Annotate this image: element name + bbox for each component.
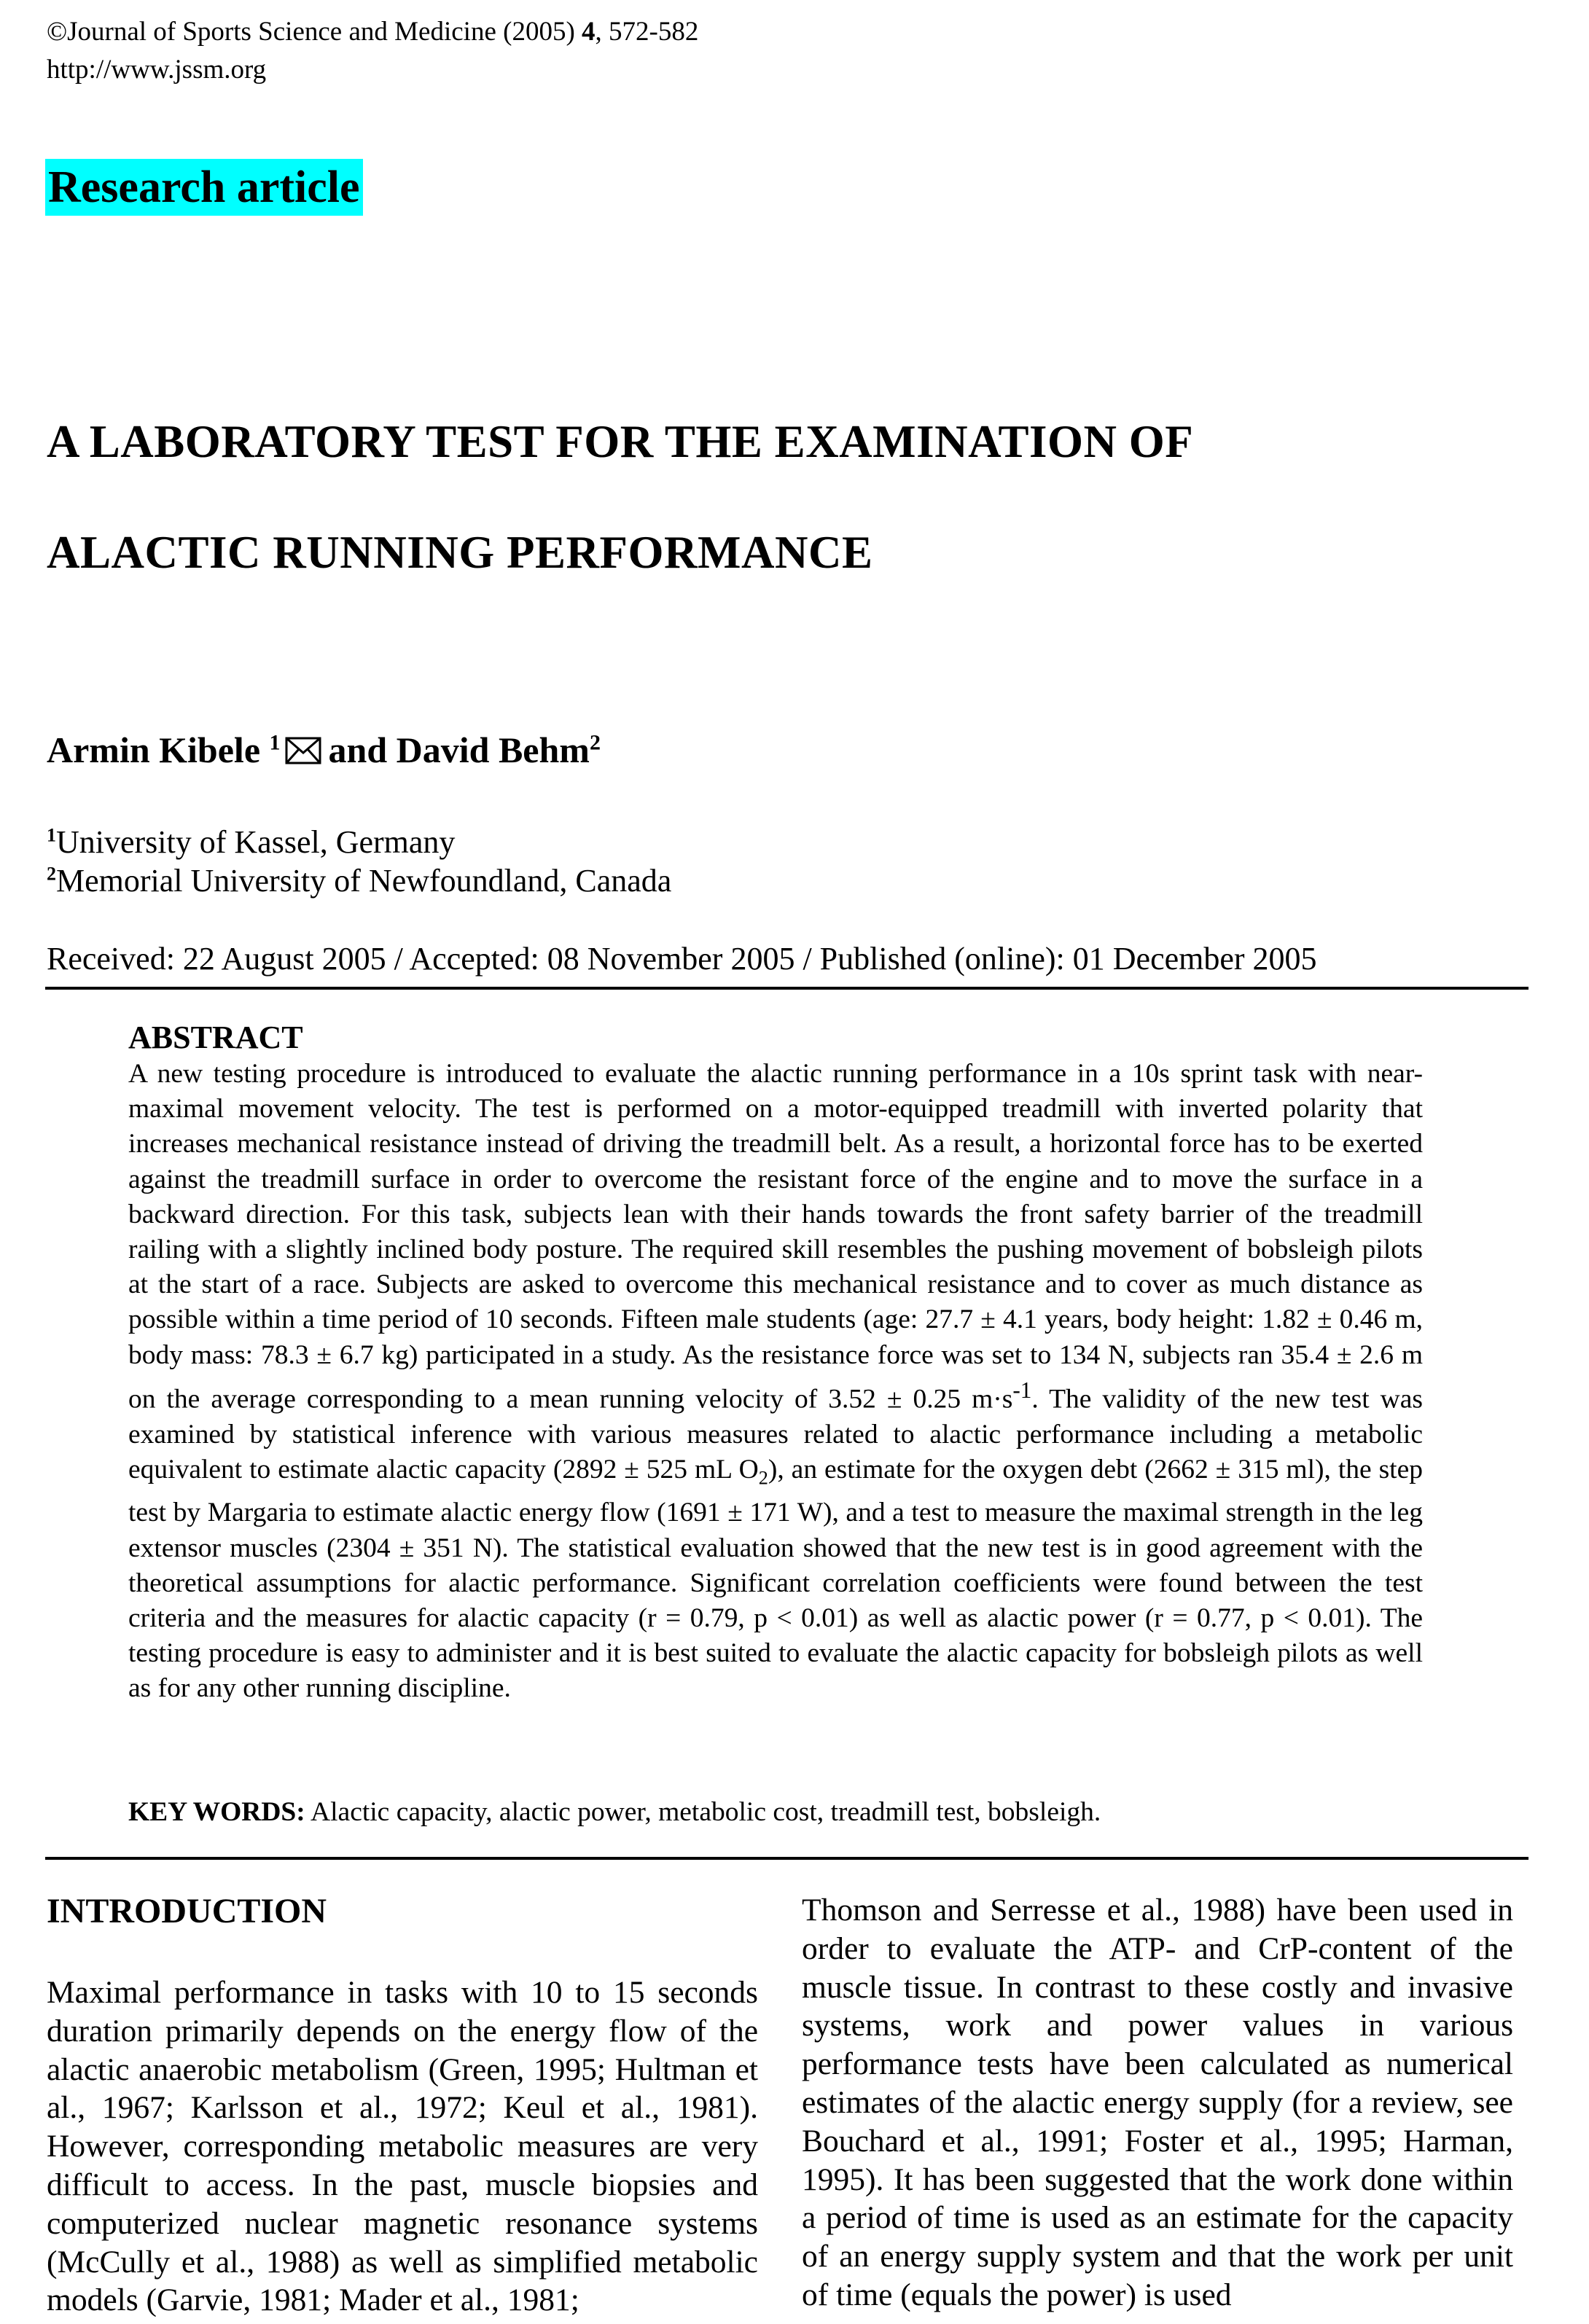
author-list (47, 729, 601, 773)
email-icon[interactable] (285, 731, 321, 773)
keywords-label: KEY WORDS: (128, 1797, 305, 1827)
author-1-affiliation-mark: 1 (269, 730, 281, 755)
article-type-badge: Research article (45, 159, 363, 216)
divider-bottom (45, 1857, 1529, 1860)
publication-dates: Received: 22 August 2005 / Accepted: 08 November 2005 / Published (online): 01 December 2005 (47, 941, 1317, 977)
affiliation-2-mark: 2 (47, 863, 56, 885)
affiliation-1 (47, 823, 455, 861)
journal-name: ©Journal of Sports Science and Medicine (2005) (47, 17, 582, 47)
keywords-text: Alactic capacity, alactic power, metabolic cost, treadmill test, bobsleigh. (305, 1797, 1101, 1827)
abstract-unit-superscript: -1 (1012, 1377, 1032, 1403)
abstract-o2-subscript: 2 (758, 1467, 768, 1489)
introduction-left-column: Maximal performance in tasks with 10 to 15 seconds duration primarily depends on the energy flow of the alactic anaerobic metabolism (Green, 1995; Hultman et al., 1967; Karlsson et al., 1972; Keul et al., 1981). However, corresponding metabolic measures are very difficult to access. In the past, muscle biopsies and computerized nuclear magnetic resonance systems (McCully et al., 1988) as well as simplified metabolic models (Garvie, 1981; Mader et al., 1981; (47, 1975, 758, 2318)
author-2-affiliation-mark: 2 (589, 730, 601, 755)
keywords (128, 1796, 1101, 1828)
journal-url[interactable]: http://www.jssm.org (47, 55, 267, 85)
journal-volume: 4 (582, 17, 596, 47)
abstract-heading: ABSTRACT (128, 1020, 303, 1055)
introduction-right-column: Thomson and Serresse et al., 1988) have been used in order to evaluate the ATP- and CrP-content of the muscle tissue. In contrast to these costly and invasive systems, work and power values in various performance tests have been calculated as numerical estimates of the alactic energy supply (for a review, see Bouchard et al., 1991; Foster et al., 1995; Harman, 1995). It has been suggested that the work done within a period of time is used as an estimate for the capacity of an energy supply system and that the work per unit of time (equals the power) is used (802, 1893, 1513, 2312)
affiliation-1-mark: 1 (47, 824, 56, 846)
introduction-heading: INTRODUCTION (47, 1892, 327, 1930)
article-title-line-2: ALACTIC RUNNING PERFORMANCE (47, 527, 873, 578)
abstract-text-part-1: A new testing procedure is introduced to evaluate the alactic running performance in a 10s sprint task with near-maximal movement velocity. The test is performed on a motor-equipped treadmill with inverted polarity that increases mechanical resistance instead of driving the treadmill belt. As a result, a horizontal force has to be exerted against the treadmill surface in order to overcome the resistant force of the engine and to move the surface in a backward direction. For this task, subjects lean with their hands towards the front safety barrier of the treadmill railing with a slightly inclined body posture. The required skill resembles the pushing movement of bobsleigh pilots at the start of a race. Subjects are asked to overcome this mechanical resistance and to cover as much distance as possible within a time period of 10 seconds. Fifteen male students (age: 27.7 ± 4.1 years, body height: 1.82 ± 0.46 m, body mass: 78.3 ± 6.7 kg) participated in a study. As the resistance force was set to 134 N, subjects ran 35.4 ± 2.6 m on the average corresponding to a mean running velocity of 3.52 ± 0.25 m·s (128, 1059, 1423, 1415)
affiliation-2 (47, 862, 671, 899)
abstract-text (128, 1057, 1423, 1707)
author-1: Armin Kibele (47, 729, 261, 770)
article-title-line-1: A LABORATORY TEST FOR THE EXAMINATION OF (47, 416, 1194, 467)
journal-citation (47, 13, 698, 89)
divider-top (45, 987, 1529, 990)
abstract-text-part-2: . The validity of the new test was examined by statistical inference with various measures related to alactic performance including a metabolic equivalent to estimate alactic capacity (2892 ± 525 mL O (128, 1384, 1423, 1484)
affiliation-1-text: University of Kassel, Germany (56, 824, 456, 860)
abstract-text-part-3: ), an estimate for the oxygen debt (2662 ± 315 ml), the step test by Margaria to estimate alactic energy flow (1691 ± 171 W), and a test to measure the maximal strength in the leg extensor muscles (2304 ± 351 N). The statistical evaluation showed that the new test is in good agreement with the theoretical assumptions for alactic performance. Significant correlation coefficients were found between the test criteria and the measures for alactic capacity (r = 0.79, p < 0.01) as well as alactic power (r = 0.77, p < 0.01). The testing procedure is easy to administer and it is best suited to evaluate the alactic capacity for bobsleigh pilots as well as for any other running discipline. (128, 1454, 1423, 1704)
journal-pages: , 572-582 (595, 17, 699, 47)
author-2: and David Behm (328, 729, 590, 770)
affiliation-2-text: Memorial University of Newfoundland, Canada (56, 863, 672, 899)
